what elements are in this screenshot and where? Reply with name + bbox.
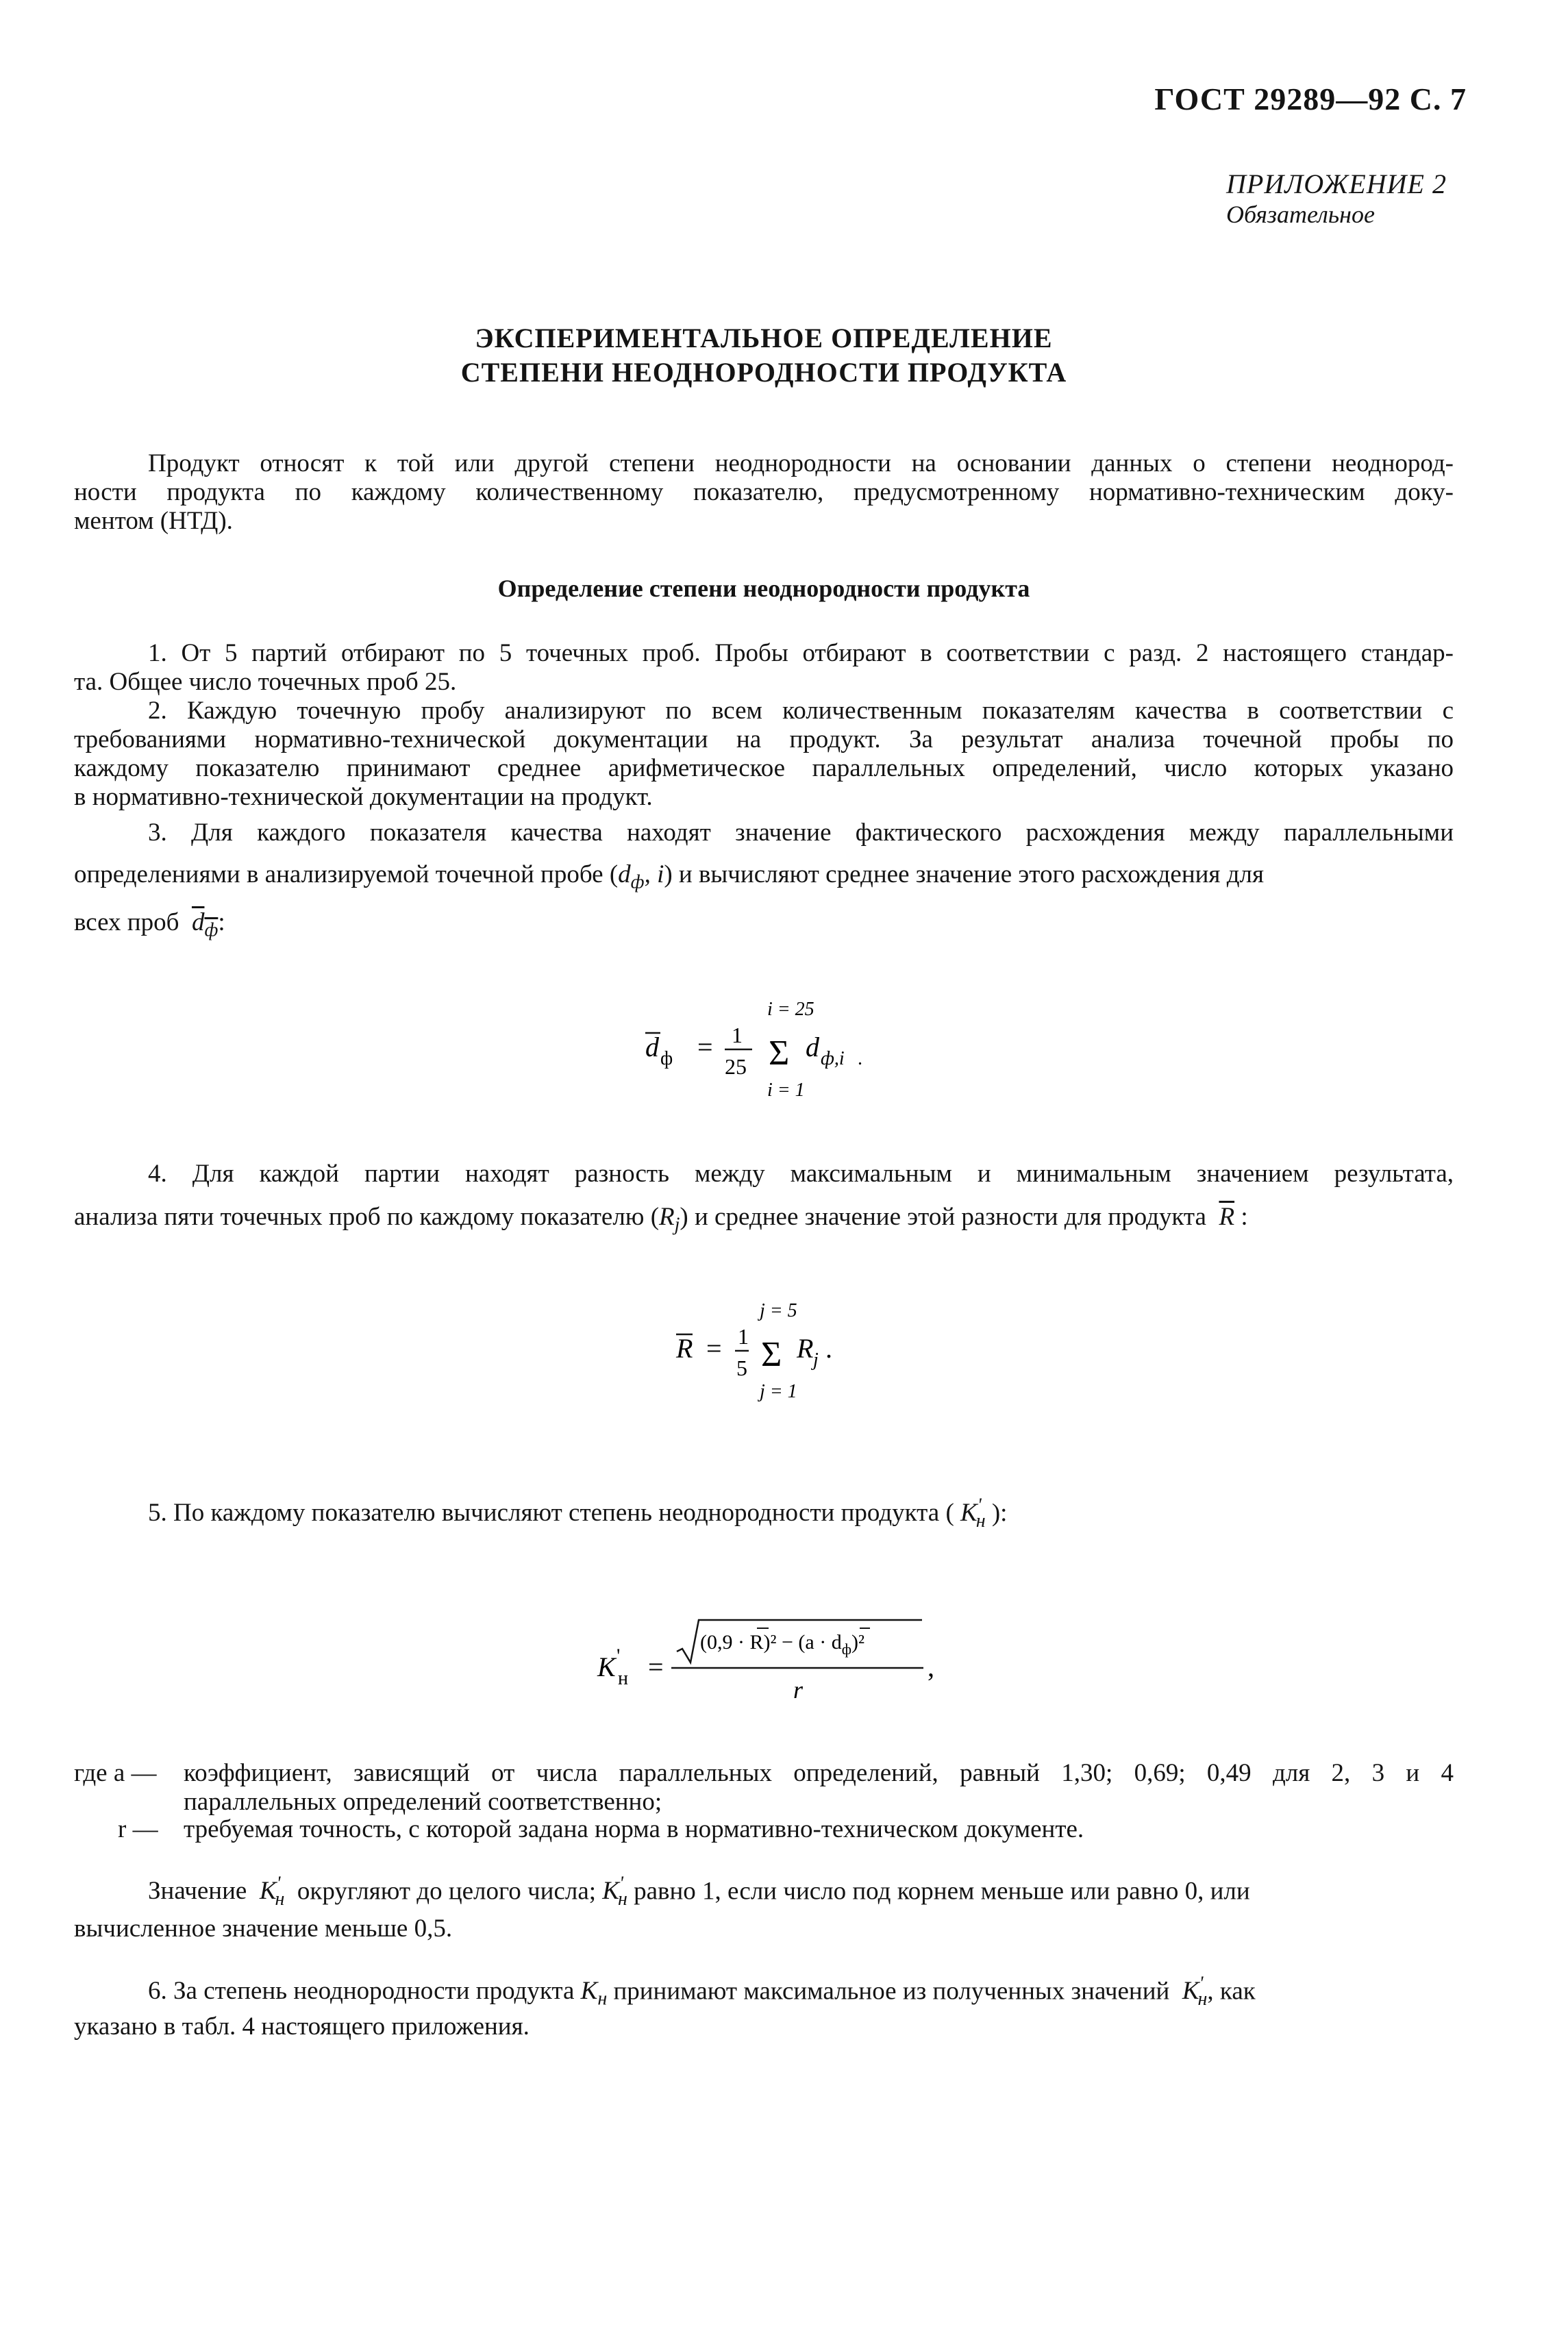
item-3 bbox=[74, 820, 1454, 845]
f3-eq: = bbox=[648, 1651, 664, 1682]
item-4-line-1: 4. Для каждой партии находят разность между максимальным и минимальным значением результата, bbox=[148, 1160, 1454, 1188]
where-a-label: где a — bbox=[74, 1759, 157, 1787]
item-2-line-3: каждому показателю принимают среднее арифметическое параллельных определений, число которых указано bbox=[74, 754, 1454, 782]
f3-lhs-sub: н bbox=[618, 1668, 628, 1689]
f2-num: 1 bbox=[738, 1324, 749, 1349]
f1-term: d bbox=[806, 1032, 819, 1062]
formula-mean-discrepancy bbox=[644, 993, 932, 1117]
inline-Kh-prime-2: $K'_н$ bbox=[259, 1873, 285, 1910]
section-heading: Определение степени неоднородности продукта bbox=[497, 575, 1030, 602]
item-2-line-1: 2. Каждую точечную пробу анализируют по всем количественным показателям качества в соответствии с bbox=[148, 697, 1454, 725]
f1-term-sub: ф,i bbox=[821, 1048, 845, 1069]
f1-lower: i = 1 bbox=[767, 1080, 805, 1101]
f3-end: , bbox=[928, 1651, 934, 1682]
inline-Kh-prime: $K'_н$ bbox=[960, 1495, 986, 1532]
item-4-line-2: анализа пяти точечных проб по каждому показателю $(R_j)$ и среднее значение этой разности для продукта $\overline{R}$ : bbox=[74, 1203, 1248, 1236]
item-3-line-2 bbox=[74, 862, 1454, 895]
item-3-line-3: всех проб $d_ф$: bbox=[74, 908, 225, 941]
title-line-1: ЭКСПЕРИМЕНТАЛЬНОЕ ОПРЕДЕЛЕНИЕ bbox=[475, 323, 1053, 353]
f1-eq: = bbox=[697, 1032, 713, 1062]
f2-sigma: Σ bbox=[761, 1335, 782, 1374]
inline-Kh-prime-4: $K'_н$ bbox=[1182, 1973, 1208, 2010]
item-2-line-4: в нормативно-технической документации на продукт. bbox=[74, 783, 653, 811]
f1-lhs-sub: ф bbox=[660, 1048, 673, 1069]
formula-mean-range bbox=[675, 1295, 894, 1418]
item-4 bbox=[74, 1161, 1454, 1186]
item-6-line-2: указано в табл. 4 настоящего приложения. bbox=[74, 2012, 530, 2041]
item-2 bbox=[74, 698, 1454, 810]
where-r-label: r — bbox=[118, 1815, 158, 1843]
where-a-body: коэффициент, зависящий от числа параллельных определений, равный 1,30; 0,69; 0,49 для 2, 3 и 4 параллельных определений соответственно; bbox=[184, 1759, 1454, 1816]
f2-den: 5 bbox=[736, 1356, 747, 1380]
where-r bbox=[74, 1817, 1454, 1847]
formula-heterogeneity bbox=[596, 1613, 980, 1723]
intro-line-3: ментом (НТД). bbox=[74, 507, 233, 535]
f2-lhs: R bbox=[676, 1333, 693, 1364]
inline-Rj: $R_j$ bbox=[659, 1203, 680, 1236]
f3-prime: ' bbox=[617, 1645, 621, 1667]
item-5b-line-2: вычисленное значение меньше 0,5. bbox=[74, 1915, 453, 1943]
inline-d-phi-i: $d_ф$, i bbox=[618, 860, 664, 893]
f1-lhs: d bbox=[645, 1032, 659, 1062]
f2-upper: j = 5 bbox=[760, 1300, 797, 1321]
item-6-line-1: 6. За степень неоднородности продукта $K_н$ принимают максимальное из полученных значений $K'_н$, как bbox=[148, 1973, 1256, 2010]
f2-term: R bbox=[797, 1333, 814, 1364]
appendix-label: ПРИЛОЖЕНИЕ 2 bbox=[1226, 169, 1447, 199]
intro-line-2: ности продукта по каждому количественному показателю, предусмотренному нормативно-техническим доку- bbox=[74, 478, 1454, 506]
inline-Kh-prime-3: $K'_н$ bbox=[602, 1873, 627, 1910]
item-3-line-2b: ) и вычисляют среднее значение этого расхождения для bbox=[664, 860, 1265, 888]
f1-den: 25 bbox=[725, 1054, 747, 1079]
item-1-line-1: 1. От 5 партий отбирают по 5 точечных проб. Пробы отбирают в соответствии с разд. 2 настоящего стандар- bbox=[148, 639, 1454, 667]
item-2-line-2: требованиями нормативно-технической документации на продукт. За результат анализа точечной пробы по bbox=[74, 725, 1454, 753]
f2-eq: = bbox=[706, 1333, 722, 1364]
item-5-line-1: 5. По каждому показателю вычисляют степень неоднородности продукта ( $K'_н$ ): bbox=[148, 1495, 1008, 1532]
f2-end: . bbox=[825, 1333, 832, 1364]
inline-d-phi: $d_ф$ bbox=[191, 908, 219, 941]
intro-line-1: Продукт относят к той или другой степени неоднородности на основании данных о степени неоднород- bbox=[148, 449, 1454, 477]
f2-term-sub: j bbox=[813, 1349, 819, 1371]
item-1 bbox=[74, 640, 1454, 695]
where-r-body: требуемая точность, с которой задана норма в нормативно-техническом документе. bbox=[184, 1815, 1084, 1843]
appendix-status: Обязательное bbox=[1226, 201, 1375, 228]
f3-den: r bbox=[793, 1676, 804, 1704]
standard-header: ГОСТ 29289—92 С. 7 bbox=[1154, 82, 1467, 116]
intro-paragraph bbox=[74, 451, 1454, 534]
where-a bbox=[74, 1760, 1454, 1822]
item-3-line-1: 3. Для каждого показателя качества находят значение фактического расхождения между параллельными bbox=[148, 819, 1454, 847]
title-line-2: СТЕПЕНИ НЕОДНОРОДНОСТИ ПРОДУКТА bbox=[460, 357, 1067, 388]
inline-Rbar: $\overline{R}$ bbox=[1219, 1203, 1235, 1231]
f3-radicand: $(0,9 \cdot R)^2 - (a \cdot d_ф)^2$ bbox=[700, 1631, 864, 1658]
item-5b-line-1: Значение $K'_н$ округляют до целого числа; $K'_н$ равно 1, если число под корнем меньше или равно 0, или bbox=[148, 1873, 1250, 1910]
item-1-line-2: та. Общее число точечных проб 25. bbox=[74, 668, 457, 696]
f1-end: . bbox=[858, 1048, 862, 1069]
item-3-line-2a: определениями в анализируемой точечной пробе ( bbox=[74, 860, 619, 888]
f1-sigma: Σ bbox=[769, 1034, 790, 1073]
inline-Kn: $K_н$ bbox=[580, 1977, 608, 2010]
f1-upper: i = 25 bbox=[767, 999, 814, 1020]
f1-num: 1 bbox=[732, 1023, 743, 1047]
f2-lower: j = 1 bbox=[760, 1381, 797, 1402]
f3-lhs: K bbox=[597, 1651, 616, 1682]
